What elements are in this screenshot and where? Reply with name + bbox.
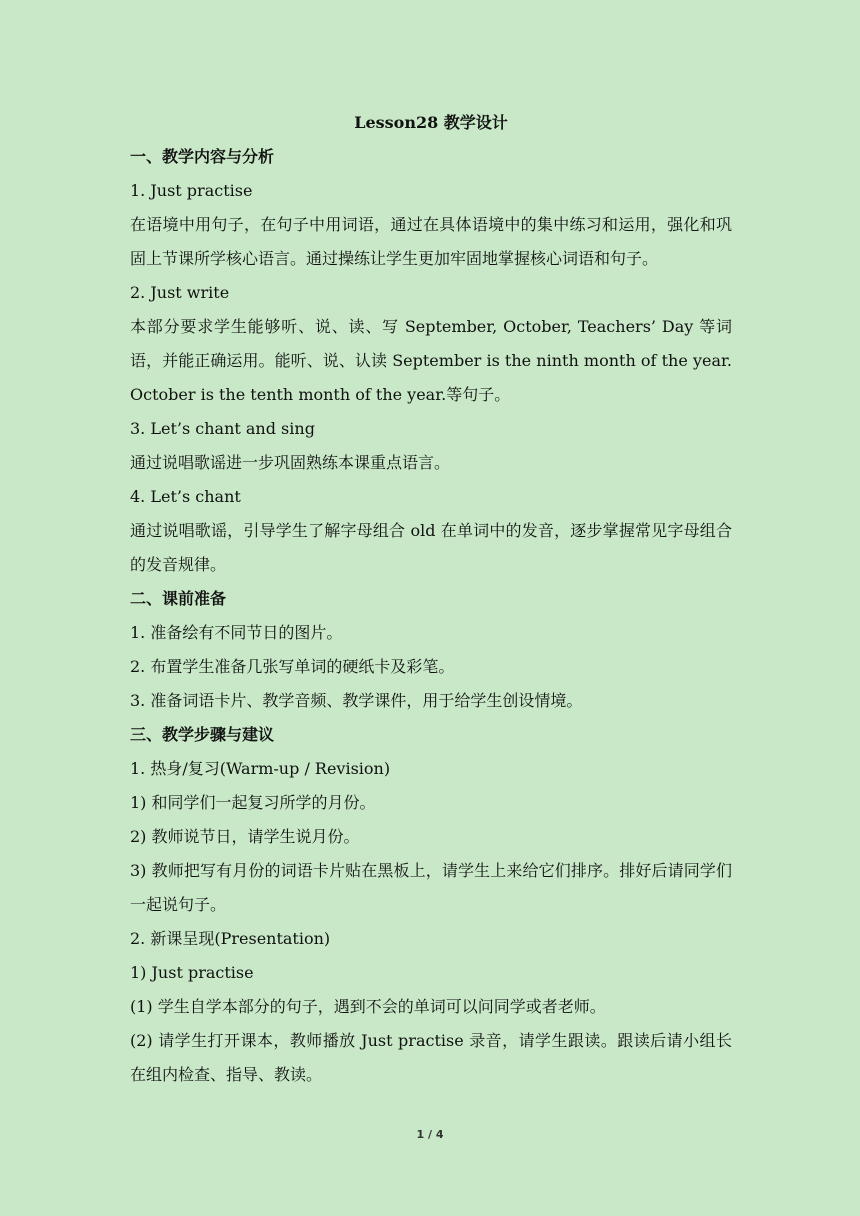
page-number: 1 / 4 (416, 1128, 444, 1141)
paragraph: 1) 和同学们一起复习所学的月份。 (130, 793, 376, 812)
paragraph: 2. 新课呈现(Presentation) (130, 929, 331, 948)
paragraph: 1) Just practise (130, 963, 254, 982)
paragraph: 2) 教师说节日，请学生说月份。 (130, 827, 360, 846)
paragraph: 3. 准备词语卡片、教学音频、教学课件，用于给学生创设情境。 (130, 691, 583, 710)
paragraph: (2) 请学生打开课本，教师播放 Just practise 录音，请学生跟读。跟读后请小组长在组内检查、指导、教读。 (130, 1031, 732, 1084)
document-lines (130, 140, 732, 1092)
paragraph: 4. Let’s chant (130, 487, 241, 506)
section-heading: 三、教学步骤与建议 (130, 725, 275, 744)
section-heading: 一、教学内容与分析 (130, 147, 275, 166)
paragraph: 3. Let’s chant and sing (130, 419, 315, 438)
section-heading: 二、课前准备 (130, 589, 227, 608)
paragraph: 通过说唱歌谣进一步巩固熟练本课重点语言。 (130, 453, 451, 472)
paragraph: 2. 布置学生准备几张写单词的硬纸卡及彩笔。 (130, 657, 455, 676)
page-title: Lesson28 教学设计 (354, 113, 508, 132)
paragraph: 3) 教师把写有月份的词语卡片贴在黑板上，请学生上来给它们排序。排好后请同学们一起说句子。 (130, 861, 732, 914)
paragraph: 1. Just practise (130, 181, 253, 200)
paragraph: 通过说唱歌谣，引导学生了解字母组合 old 在单词中的发音，逐步掌握常见字母组合的发音规律。 (130, 521, 732, 574)
paragraph: 本部分要求学生能够听、说、读、写 September, October, Teachers’ Day 等词语，并能正确运用。能听、说、认读 September is the ninth month of the year. October is the tenth month of the year.等句子。 (130, 317, 732, 404)
paragraph: 在语境中用句子，在句子中用词语，通过在具体语境中的集中练习和运用，强化和巩固上节课所学核心语言。通过操练让学生更加牢固地掌握核心词语和句子。 (130, 215, 732, 268)
paragraph: 2. Just write (130, 283, 230, 302)
document-body (130, 106, 732, 1092)
paragraph: (1) 学生自学本部分的句子，遇到不会的单词可以问同学或者老师。 (130, 997, 606, 1016)
paragraph: 1. 准备绘有不同节日的图片。 (130, 623, 343, 642)
paragraph: 1. 热身/复习(Warm-up / Revision) (130, 759, 391, 778)
